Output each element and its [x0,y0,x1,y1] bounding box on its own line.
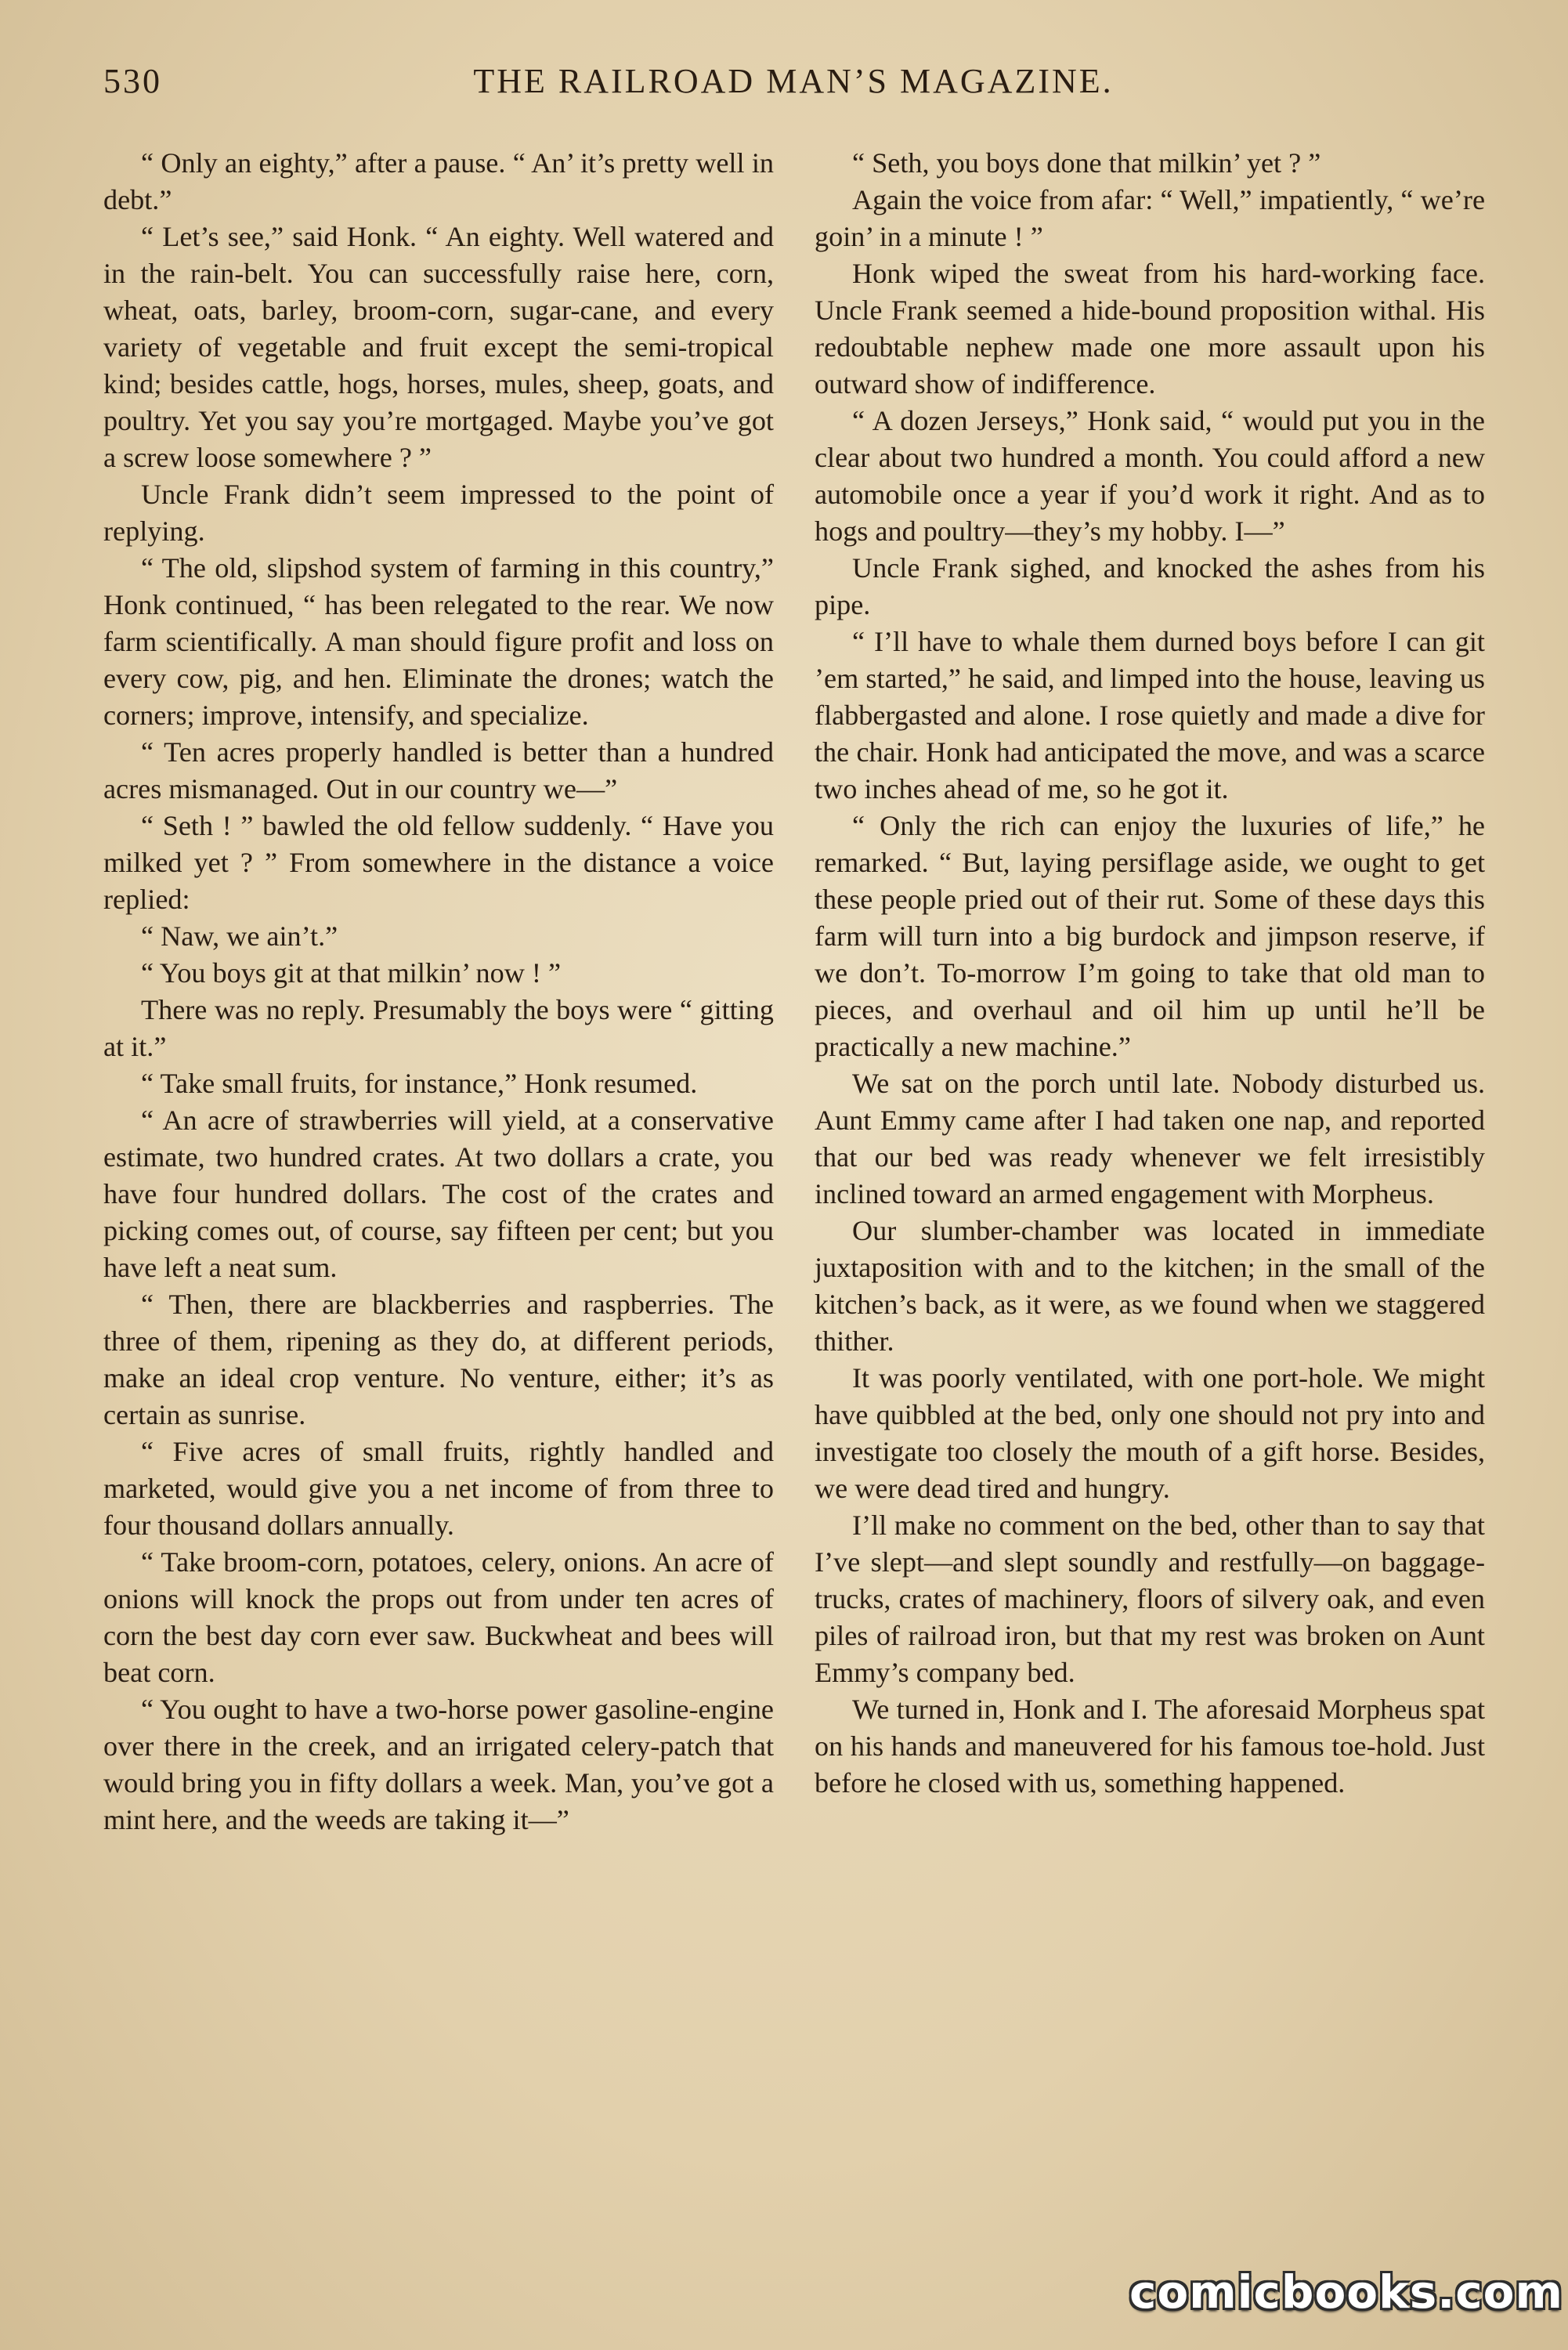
watermark-logo: comicbooks.com [1129,2265,1563,2319]
paragraph: We turned in, Honk and I. The aforesaid Morpheus spat on his hands and maneuvered for his famous toe-hold. Just before he closed with us, something happened. [815,1694,1485,1799]
paragraph: Uncle Frank sighed, and knocked the ashes from his pipe. [815,552,1485,620]
paragraph: There was no reply. Presumably the boys were “ gitting at it.” [103,994,774,1062]
page-number: 530 [103,62,162,100]
paragraph: I’ll make no comment on the bed, other than to say that I’ve slept—and slept soundly and restfully—on baggage-trucks, crates of machinery, floors of silvery oak, and even piles of railroad iron, but that my rest was broken on Aunt Emmy’s company bed. [815,1509,1485,1688]
paragraph: “ I’ll have to whale them durned boys before I can git ’em started,” he said, and limped into the house, leaving us flabbergasted and alone. I rose quietly and made a dive for the chair. Honk had anticipated the move, and was a scarce two inches ahead of me, so he got it. [815,626,1485,804]
paragraph: Uncle Frank didn’t seem impressed to the point of replying. [103,479,774,547]
paragraph: “ Let’s see,” said Honk. “ An eighty. Well watered and in the rain-belt. You can successfully raise here, corn, wheat, oats, barley, broom-corn, sugar-cane, and every variety of vegetable and fruit except the semi-tropical kind; besides cattle, hogs, horses, mules, sheep, goats, and poultry. Yet you say you’re mortgaged. Maybe you’ve got a screw loose somewhere ? ” [103,221,774,473]
page-header [103,61,1483,108]
paragraph: “ Then, there are blackberries and raspberries. The three of them, ripening as they do, at different periods, make an ideal crop venture. No venture, either; it’s as certain as sunrise. [103,1289,774,1430]
paragraph: “ Seth ! ” bawled the old fellow suddenly. “ Have you milked yet ? ” From somewhere in the distance a voice replied: [103,810,774,915]
left-column [103,145,774,1838]
paragraph: “ You ought to have a two-horse power gasoline-engine over there in the creek, and an irrigated celery-patch that would bring you in fifty dollars a week. Man, you’ve got a mint here, and the weeds are taking it—” [103,1694,774,1835]
paragraph: “ The old, slipshod system of farming in this country,” Honk continued, “ has been relegated to the rear. We now farm scientifically. A man should figure profit and loss on every cow, pig, and hen. Eliminate the drones; watch the corners; improve, intensify, and specialize. [103,552,774,731]
paragraph: It was poorly ventilated, with one port-hole. We might have quibbled at the bed, only one should not pry into and investigate too closely the mouth of a gift horse. Besides, we were dead tired and hungry. [815,1362,1485,1504]
paragraph: “ A dozen Jerseys,” Honk said, “ would put you in the clear about two hundred a month. You could afford a new automobile once a year if you’d work it right. And as to hogs and poultry—they’s my hobby. I—” [815,405,1485,547]
paragraph: Again the voice from afar: “ Well,” impatiently, “ we’re goin’ in a minute ! ” [815,184,1485,252]
paragraph: “ Seth, you boys done that milkin’ yet ? ” [852,147,1321,179]
magazine-title: THE RAILROAD MAN’S MAGAZINE. [473,62,1114,100]
paragraph: “ An acre of strawberries will yield, at a conservative estimate, two hundred crates. At two dollars a crate, you have four hundred dollars. The cost of the crates and picking comes out, of course, say fifteen per cent; but you have left a neat sum. [103,1104,774,1283]
paragraph: “ Only the rich can enjoy the luxuries of life,” he remarked. “ But, laying persiflage aside, we ought to get these people pried out of their rut. Some of these days this farm will turn into a big burdock and jimpson reserve, if we don’t. To-morrow I’m going to take that old man to pieces, and overhaul and oil him up until he’ll be practically a new machine.” [815,810,1485,1062]
paragraph: “ Take small fruits, for instance,” Honk resumed. [141,1068,698,1099]
right-column [815,145,1485,1802]
paragraph: Our slumber-chamber was located in immediate juxtaposition with and to the kitchen; in the small of the kitchen’s back, as it were, as we found when we staggered thither. [815,1215,1485,1357]
paragraph: “ Naw, we ain’t.” [141,920,338,952]
paragraph: “ Take broom-corn, potatoes, celery, onions. An acre of onions will knock the props out from under ten acres of corn the best day corn ever saw. Buckwheat and bees will beat corn. [103,1546,774,1688]
paragraph: “ Five acres of small fruits, rightly handled and marketed, would give you a net income of from three to four thousand dollars annually. [103,1436,774,1541]
paragraph: “ Ten acres properly handled is better than a hundred acres mismanaged. Out in our country we—” [103,736,774,804]
paragraph: Honk wiped the sweat from his hard-working face. Uncle Frank seemed a hide-bound proposition withal. His redoubtable nephew made one more assault upon his outward show of indifference. [815,258,1485,400]
paragraph: “ You boys git at that milkin’ now ! ” [141,957,562,989]
paragraph: “ Only an eighty,” after a pause. “ An’ it’s pretty well in debt.” [103,147,774,215]
paragraph: We sat on the porch until late. Nobody disturbed us. Aunt Emmy came after I had taken one nap, and reported that our bed was ready whenever we felt irresistibly inclined toward an armed engagement with Morpheus. [815,1068,1485,1209]
